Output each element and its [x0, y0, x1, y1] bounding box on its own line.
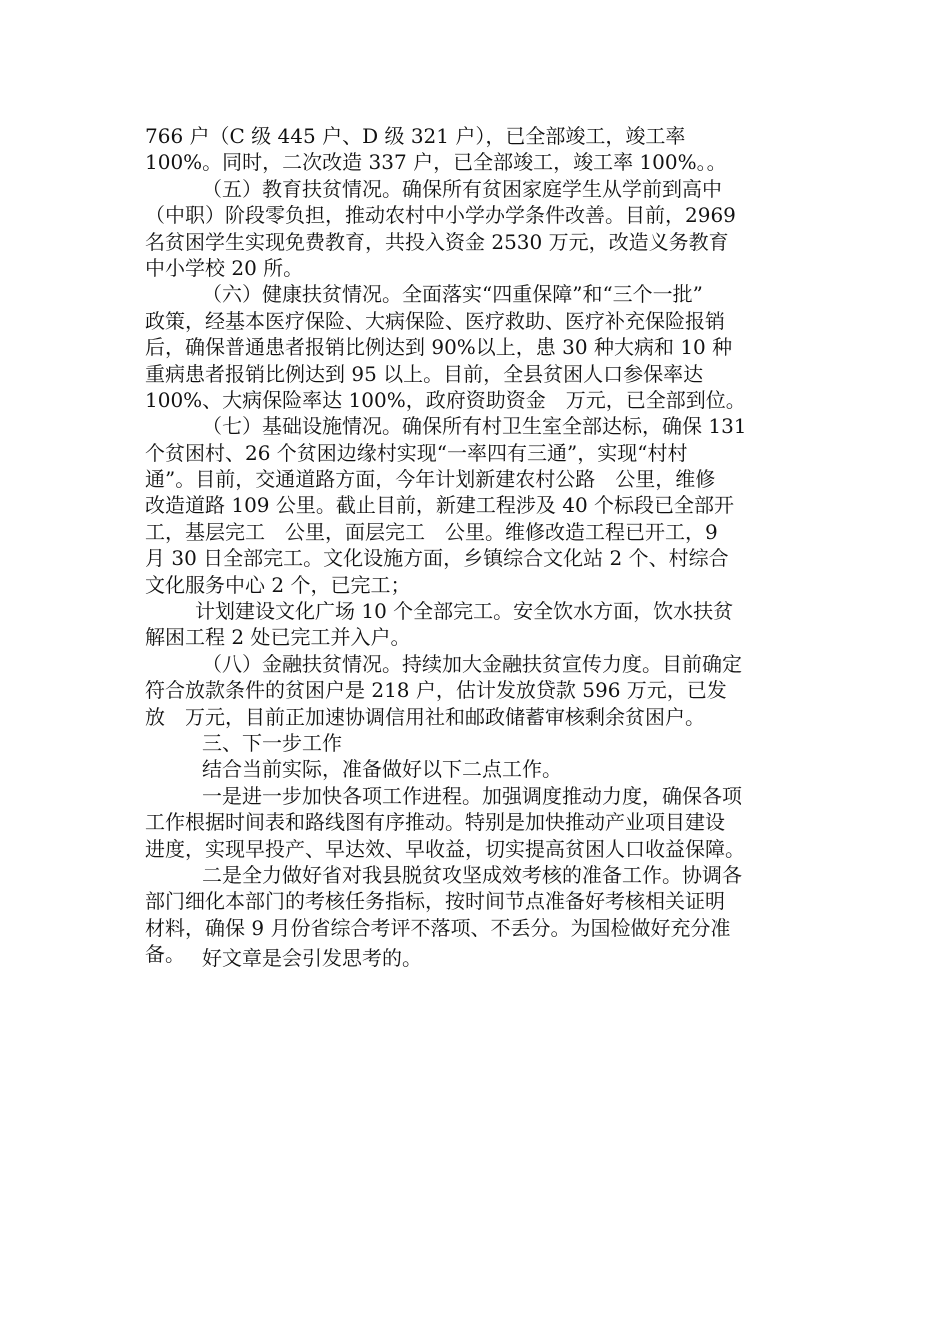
text-line: 重病患者报销比例达到 95 以上。目前，全县贫困人口参保率达: [145, 361, 704, 386]
text-line: 文化服务中心 2 个，已完工；: [145, 572, 411, 597]
text-line: 三、下一步工作: [202, 730, 342, 755]
text-line: 改造道路 109 公里。截止目前，新建工程涉及 40 个标段已全部开: [145, 493, 735, 518]
text-line: 部门细化本部门的考核任务指标，按时间节点准备好考核相关证明: [145, 889, 725, 914]
text-line: （八）金融扶贫情况。持续加大金融扶贫宣传力度。目前确定: [202, 651, 742, 676]
text-line: 通”。目前，交通道路方面，今年计划新建农村公路 公里，维修: [145, 467, 716, 492]
text-line: 计划建设文化广场 10 个全部完工。安全饮水方面，饮水扶贫: [195, 599, 734, 624]
text-line: 工，基层完工 公里，面层完工 公里。维修改造工程已开工，9: [145, 519, 718, 544]
text-line: （七）基础设施情况。确保所有村卫生室全部达标，确保 131: [202, 414, 747, 439]
closing-sentence: 好文章是会引发思考的。: [202, 946, 422, 970]
text-line: 一是进一步加快各项工作进程。加强调度推动力度，确保各项: [202, 783, 742, 808]
text-line: 政策，经基本医疗保险、大病保险、医疗救助、医疗补充保险报销: [145, 308, 725, 333]
text-line: 名贫困学生实现免费教育，共投入资金 2530 万元，改造义务教育: [145, 229, 729, 254]
text-line: 备。: [145, 942, 185, 967]
text-line: 结合当前实际，准备做好以下二点工作。: [202, 757, 562, 782]
text-line: （中职）阶段零负担，推动农村中小学办学条件改善。目前，2969: [145, 203, 736, 228]
text-line: 材料，确保 9 月份省综合考评不落项、不丢分。为国检做好充分准: [145, 915, 731, 940]
text-line: （六）健康扶贫情况。全面落实“四重保障”和“三个一批”: [202, 282, 703, 307]
text-line: 工作根据时间表和路线图有序推动。特别是加快推动产业项目建设: [145, 810, 725, 835]
text-line: 100%、大病保险率达 100%，政府资助资金 万元，已全部到位。: [145, 387, 746, 412]
text-line: 解困工程 2 处已完工并入户。: [145, 625, 411, 650]
text-line: 100%。同时，二次改造 337 户，已全部竣工，竣工率 100%。。: [145, 150, 727, 175]
text-line: 766 户（C 级 445 户、D 级 321 户），已全部竣工，竣工率: [145, 124, 686, 148]
text-line: 后，确保普通患者报销比例达到 90%以上，患 30 种大病和 10 种: [145, 335, 733, 360]
text-line: 中小学校 20 所。: [145, 255, 304, 280]
text-line: （五）教育扶贫情况。确保所有贫困家庭学生从学前到高中: [202, 176, 722, 201]
text-line: 进度，实现早投产、早达效、早收益，切实提高贫困人口收益保障。: [145, 836, 745, 861]
text-line: 符合放款条件的贫困户是 218 户，估计发放贷款 596 万元，已发: [145, 678, 727, 703]
text-line: 月 30 日全部完工。文化设施方面，乡镇综合文化站 2 个、村综合: [145, 546, 729, 571]
text-line: 放 万元，目前正加速协调信用社和邮政储蓄审核剩余贫困户。: [145, 704, 705, 729]
text-line: 个贫困村、26 个贫困边缘村实现“一率四有三通”，实现“村村: [145, 440, 688, 465]
document-body: [145, 123, 807, 968]
text-line: 二是全力做好省对我县脱贫攻坚成效考核的准备工作。协调各: [202, 862, 742, 887]
